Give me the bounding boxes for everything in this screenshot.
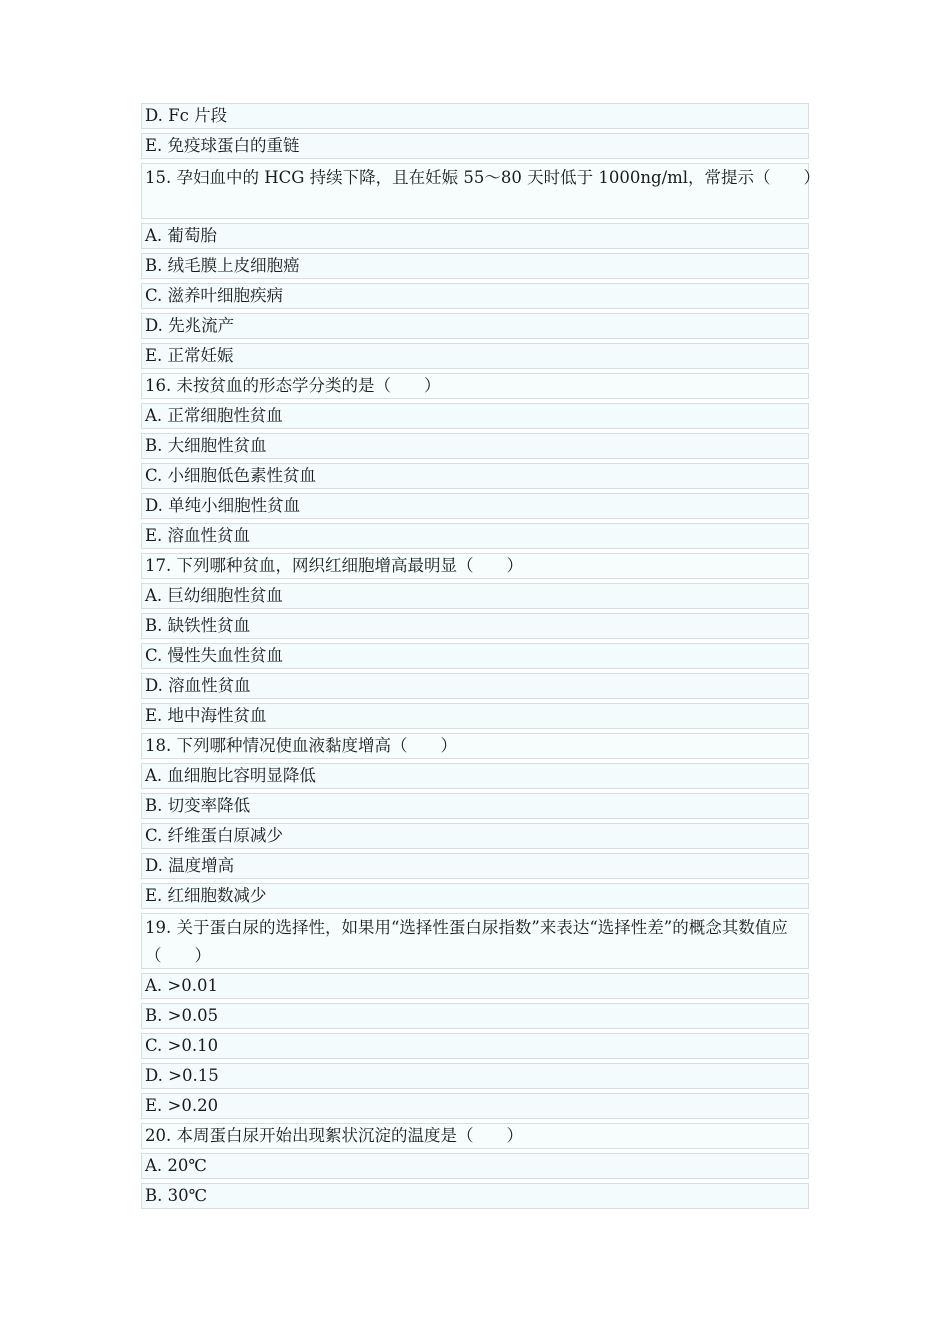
option-line: E. 正常妊娠 <box>141 343 809 369</box>
question-line <box>141 163 821 219</box>
option-line: B. 切变率降低 <box>141 793 809 819</box>
option-line: C. 慢性失血性贫血 <box>141 643 809 669</box>
option-line: E. 溶血性贫血 <box>141 523 809 549</box>
option-line: B. 大细胞性贫血 <box>141 433 809 459</box>
option-line: D. 单纯小细胞性贫血 <box>141 493 809 519</box>
option-line: C. 滋养叶细胞疾病 <box>141 283 809 309</box>
question-line: 20. 本周蛋白尿开始出现絮状沉淀的温度是（ ） <box>141 1123 809 1149</box>
option-line: B. 缺铁性贫血 <box>141 613 809 639</box>
option-line: C. 纤维蛋白原减少 <box>141 823 809 849</box>
option-line: D. 温度增高 <box>141 853 809 879</box>
question-line: 18. 下列哪种情况使血液黏度增高（ ） <box>141 733 809 759</box>
option-line: D. 溶血性贫血 <box>141 673 809 699</box>
option-line: A. 20℃ <box>141 1153 809 1179</box>
option-line: D. >0.15 <box>141 1063 809 1089</box>
option-line: B. 绒毛膜上皮细胞癌 <box>141 253 809 279</box>
option-line: E. >0.20 <box>141 1093 809 1119</box>
question-line <box>141 913 809 969</box>
option-line: E. 红细胞数减少 <box>141 883 809 909</box>
question-line: 16. 未按贫血的形态学分类的是（ ） <box>141 373 809 399</box>
option-line: C. 小细胞低色素性贫血 <box>141 463 809 489</box>
option-line: A. 正常细胞性贫血 <box>141 403 809 429</box>
option-line: C. >0.10 <box>141 1033 809 1059</box>
option-line: A. 巨幼细胞性贫血 <box>141 583 809 609</box>
option-line: D. Fc 片段 <box>141 103 809 129</box>
option-line: E. 免疫球蛋白的重链 <box>141 133 809 159</box>
option-line: A. 血细胞比容明显降低 <box>141 763 809 789</box>
option-line: B. 30℃ <box>141 1183 809 1209</box>
question-sheet <box>141 103 821 1213</box>
question-text: 15. 孕妇血中的 HCG 持续下降，且在妊娠 55～80 天时低于 1000ng/ml，常提示（ ） <box>145 168 821 187</box>
option-line: A. >0.01 <box>141 973 809 999</box>
question-text: 19. 关于蛋白尿的选择性，如果用“选择性蛋白尿指数”来表达“选择性差”的概念其数值应（ ） <box>145 918 788 965</box>
question-line: 17. 下列哪种贫血，网织红细胞增高最明显（ ） <box>141 553 809 579</box>
option-line: D. 先兆流产 <box>141 313 809 339</box>
option-line: A. 葡萄胎 <box>141 223 809 249</box>
option-line: E. 地中海性贫血 <box>141 703 809 729</box>
option-line: B. >0.05 <box>141 1003 809 1029</box>
